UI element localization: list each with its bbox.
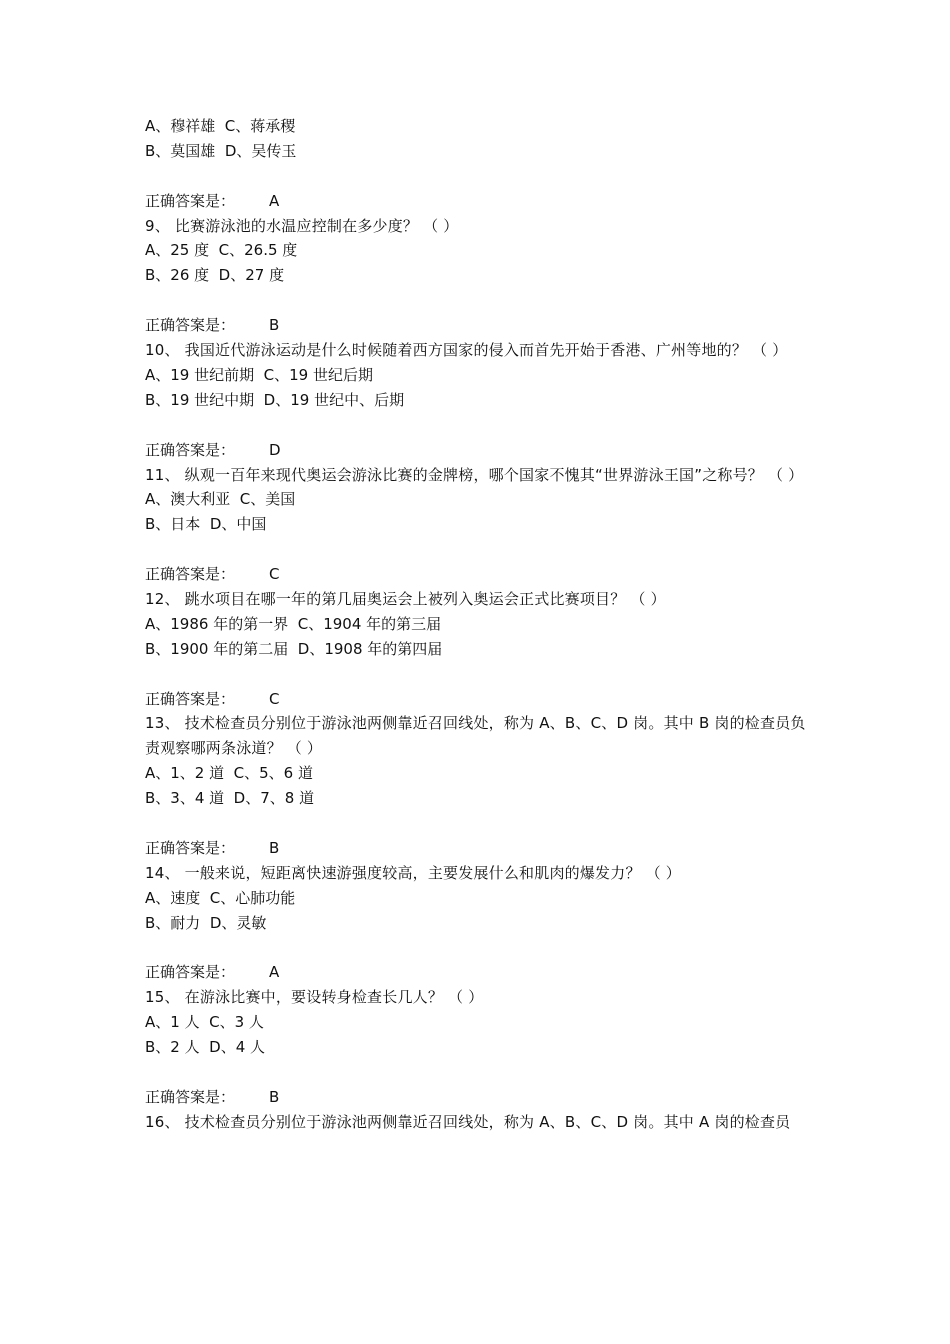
option-line: B、19 世纪中期 D、19 世纪中、后期 xyxy=(145,390,405,409)
option-line: A、澳大利亚 C、美国 xyxy=(145,490,296,509)
option-line: B、耐力 D、灵敏 xyxy=(145,913,267,932)
question-text: 10、 我国近代游泳运动是什么时候随着西方国家的侵入而首先开始于香港、广州等地的？ （ ） xyxy=(145,341,788,360)
option-line: A、1、2 道 C、5、6 道 xyxy=(145,764,313,783)
answer-value: B xyxy=(269,1087,280,1106)
answer-line xyxy=(145,960,811,985)
document-page xyxy=(145,114,811,1135)
question-text: 15、 在游泳比赛中，要设转身检查长几人？ （ ） xyxy=(145,988,484,1007)
answer-label: 正确答案是： xyxy=(145,1087,236,1106)
spacer xyxy=(145,413,811,438)
option-line: A、1986 年的第一界 C、1904 年的第三届 xyxy=(145,614,442,633)
question-text: 16、 技术检查员分别位于游泳池两侧靠近召回线处，称为 A、B、C、D 岗。其中 A 岗的检查员 xyxy=(145,1112,791,1131)
answer-label: 正确答案是： xyxy=(145,838,236,857)
answer-line xyxy=(145,313,811,338)
answer-line xyxy=(145,836,811,861)
question-list xyxy=(145,214,811,1110)
option-line: A、穆祥雄 C、蒋承稷 xyxy=(145,117,296,135)
question-block xyxy=(145,338,811,462)
answer-label: 正确答案是： xyxy=(145,191,236,210)
option-line: B、2 人 D、4 人 xyxy=(145,1038,266,1057)
answer-line xyxy=(145,562,811,587)
option-line: B、1900 年的第二届 D、1908 年的第四届 xyxy=(145,639,443,658)
answer-value: B xyxy=(269,316,280,335)
question-text: 12、 跳水项目在哪一年的第几届奥运会上被列入奥运会正式比赛项目？ （ ） xyxy=(145,589,666,608)
answer-value: C xyxy=(269,565,280,584)
answer-value: C xyxy=(269,689,280,708)
answer-label: 正确答案是： xyxy=(145,963,236,982)
spacer xyxy=(145,936,811,961)
option-line: A、25 度 C、26.5 度 xyxy=(145,241,298,260)
spacer xyxy=(145,537,811,562)
answer-value: A xyxy=(269,191,280,210)
spacer xyxy=(145,1060,811,1085)
question-text: 11、 纵观一百年来现代奥运会游泳比赛的金牌榜，哪个国家不愧其“世界游泳王国”之称号？ （ ） xyxy=(145,465,804,484)
question-text: 9、 比赛游泳池的水温应控制在多少度？ （ ） xyxy=(145,216,459,235)
question-block xyxy=(145,985,811,1109)
answer-label: 正确答案是： xyxy=(145,316,236,335)
option-line: A、19 世纪前期 C、19 世纪后期 xyxy=(145,365,373,384)
answer-line xyxy=(145,438,811,463)
option-line: B、日本 D、中国 xyxy=(145,515,267,534)
option-line: B、26 度 D、27 度 xyxy=(145,266,285,285)
answer-label: 正确答案是： xyxy=(145,440,236,459)
question-block xyxy=(145,587,811,711)
option-line: A、1 人 C、3 人 xyxy=(145,1013,264,1032)
question-block xyxy=(145,861,811,985)
option-line: B、3、4 道 D、7、8 道 xyxy=(145,789,315,808)
answer-line xyxy=(145,687,811,712)
answer-line xyxy=(145,1085,811,1110)
spacer xyxy=(145,662,811,687)
answer-label: 正确答案是： xyxy=(145,565,236,584)
spacer xyxy=(145,164,811,189)
question-block xyxy=(145,463,811,587)
answer-line xyxy=(145,189,811,214)
question-block xyxy=(145,214,811,338)
spacer xyxy=(145,288,811,313)
question-block xyxy=(145,711,811,860)
option-line: A、速度 C、心肺功能 xyxy=(145,888,296,907)
answer-value: D xyxy=(269,440,281,459)
answer-label: 正确答案是： xyxy=(145,689,236,708)
option-line: B、莫国雄 D、吴传玉 xyxy=(145,141,297,160)
answer-value: A xyxy=(269,963,280,982)
spacer xyxy=(145,811,811,836)
question-text: 13、 技术检查员分别位于游泳池两侧靠近召回线处，称为 A、B、C、D 岗。其中 B 岗的检查员负责观察哪两条泳道？ （ ） xyxy=(145,714,806,758)
answer-value: B xyxy=(269,838,280,857)
question-text: 14、 一般来说，短距离快速游强度较高，主要发展什么和肌肉的爆发力？ （ ） xyxy=(145,863,681,882)
